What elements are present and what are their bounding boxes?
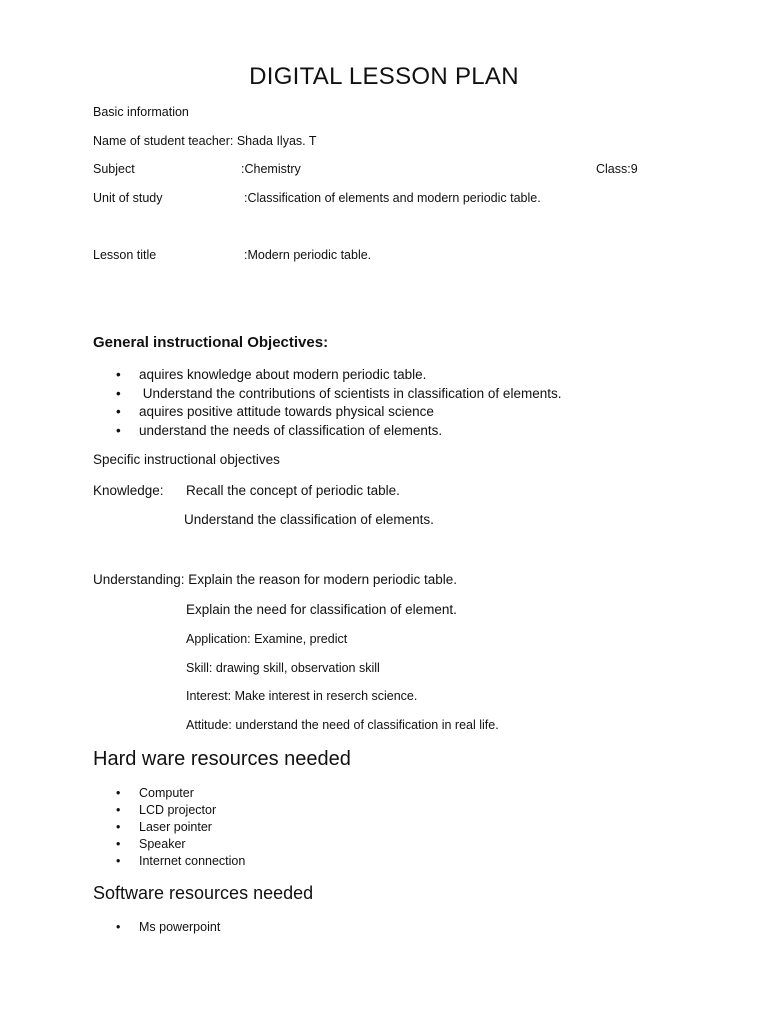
knowledge-item-2: Understand the classification of elements. xyxy=(184,512,434,527)
list-item xyxy=(93,802,245,819)
interest-objective: Interest: Make interest in reserch science. xyxy=(186,689,418,703)
knowledge-label: Knowledge: xyxy=(93,483,164,498)
subject-label: Subject xyxy=(93,162,135,176)
software-heading: Software resources needed xyxy=(93,883,314,903)
understanding-item-2: Explain the need for classification of element. xyxy=(186,602,457,617)
list-item-text: Laser pointer xyxy=(139,820,212,834)
general-objectives-heading: General instructional Objectives: xyxy=(93,334,329,351)
bullet-icon: • xyxy=(116,854,121,868)
specific-objectives-heading: Specific instructional objectives xyxy=(93,452,280,467)
bullet-icon: • xyxy=(116,803,121,817)
list-item xyxy=(93,422,561,441)
bullet-icon: • xyxy=(116,404,121,420)
knowledge-item-1: Recall the concept of periodic table. xyxy=(186,483,400,498)
attitude-objective: Attitude: understand the need of classification in real life. xyxy=(186,718,499,732)
general-objectives-list xyxy=(93,366,561,441)
bullet-icon: • xyxy=(116,837,121,851)
bullet-icon: • xyxy=(116,786,121,800)
class-value: Class:9 xyxy=(596,162,638,176)
hardware-heading: Hard ware resources needed xyxy=(93,748,351,770)
list-item-text: aquires positive attitude towards physical science xyxy=(139,404,434,420)
list-item-text: LCD projector xyxy=(139,803,217,817)
list-item-text: aquires knowledge about modern periodic table. xyxy=(139,367,427,382)
bullet-icon: • xyxy=(116,920,121,934)
page-title: DIGITAL LESSON PLAN xyxy=(249,63,519,90)
basic-info-heading: Basic information xyxy=(93,105,189,119)
list-item xyxy=(93,403,561,422)
lesson-title-value: :Modern periodic table. xyxy=(244,248,372,262)
unit-label: Unit of study xyxy=(93,191,163,205)
software-list xyxy=(93,919,220,936)
list-item xyxy=(93,366,561,385)
list-item xyxy=(93,819,245,836)
bullet-icon: • xyxy=(116,367,121,382)
list-item-text: Computer xyxy=(139,786,194,800)
lesson-title-label: Lesson title xyxy=(93,248,157,262)
teacher-name: Name of student teacher: Shada Ilyas. T xyxy=(93,134,317,148)
list-item xyxy=(93,385,561,404)
list-item-text: Ms powerpoint xyxy=(139,920,221,934)
list-item xyxy=(93,836,245,853)
subject-value: :Chemistry xyxy=(241,162,301,176)
bullet-icon: • xyxy=(116,385,121,401)
skill-objective: Skill: drawing skill, observation skill xyxy=(186,661,380,675)
list-item xyxy=(93,853,245,870)
bullet-icon: • xyxy=(116,820,121,834)
list-item xyxy=(93,785,245,802)
list-item xyxy=(93,919,220,936)
hardware-list xyxy=(93,785,245,870)
bullet-icon: • xyxy=(116,423,121,439)
unit-value: :Classification of elements and modern periodic table. xyxy=(244,191,541,205)
application-objective: Application: Examine, predict xyxy=(186,632,348,646)
list-item-text: Speaker xyxy=(139,837,186,851)
list-item-text: understand the needs of classification of elements. xyxy=(139,423,443,439)
understanding-item-1: Understanding: Explain the reason for modern periodic table. xyxy=(93,572,457,587)
list-item-text: Internet connection xyxy=(139,854,246,868)
list-item-text: Understand the contributions of scientists in classification of elements. xyxy=(139,385,562,401)
